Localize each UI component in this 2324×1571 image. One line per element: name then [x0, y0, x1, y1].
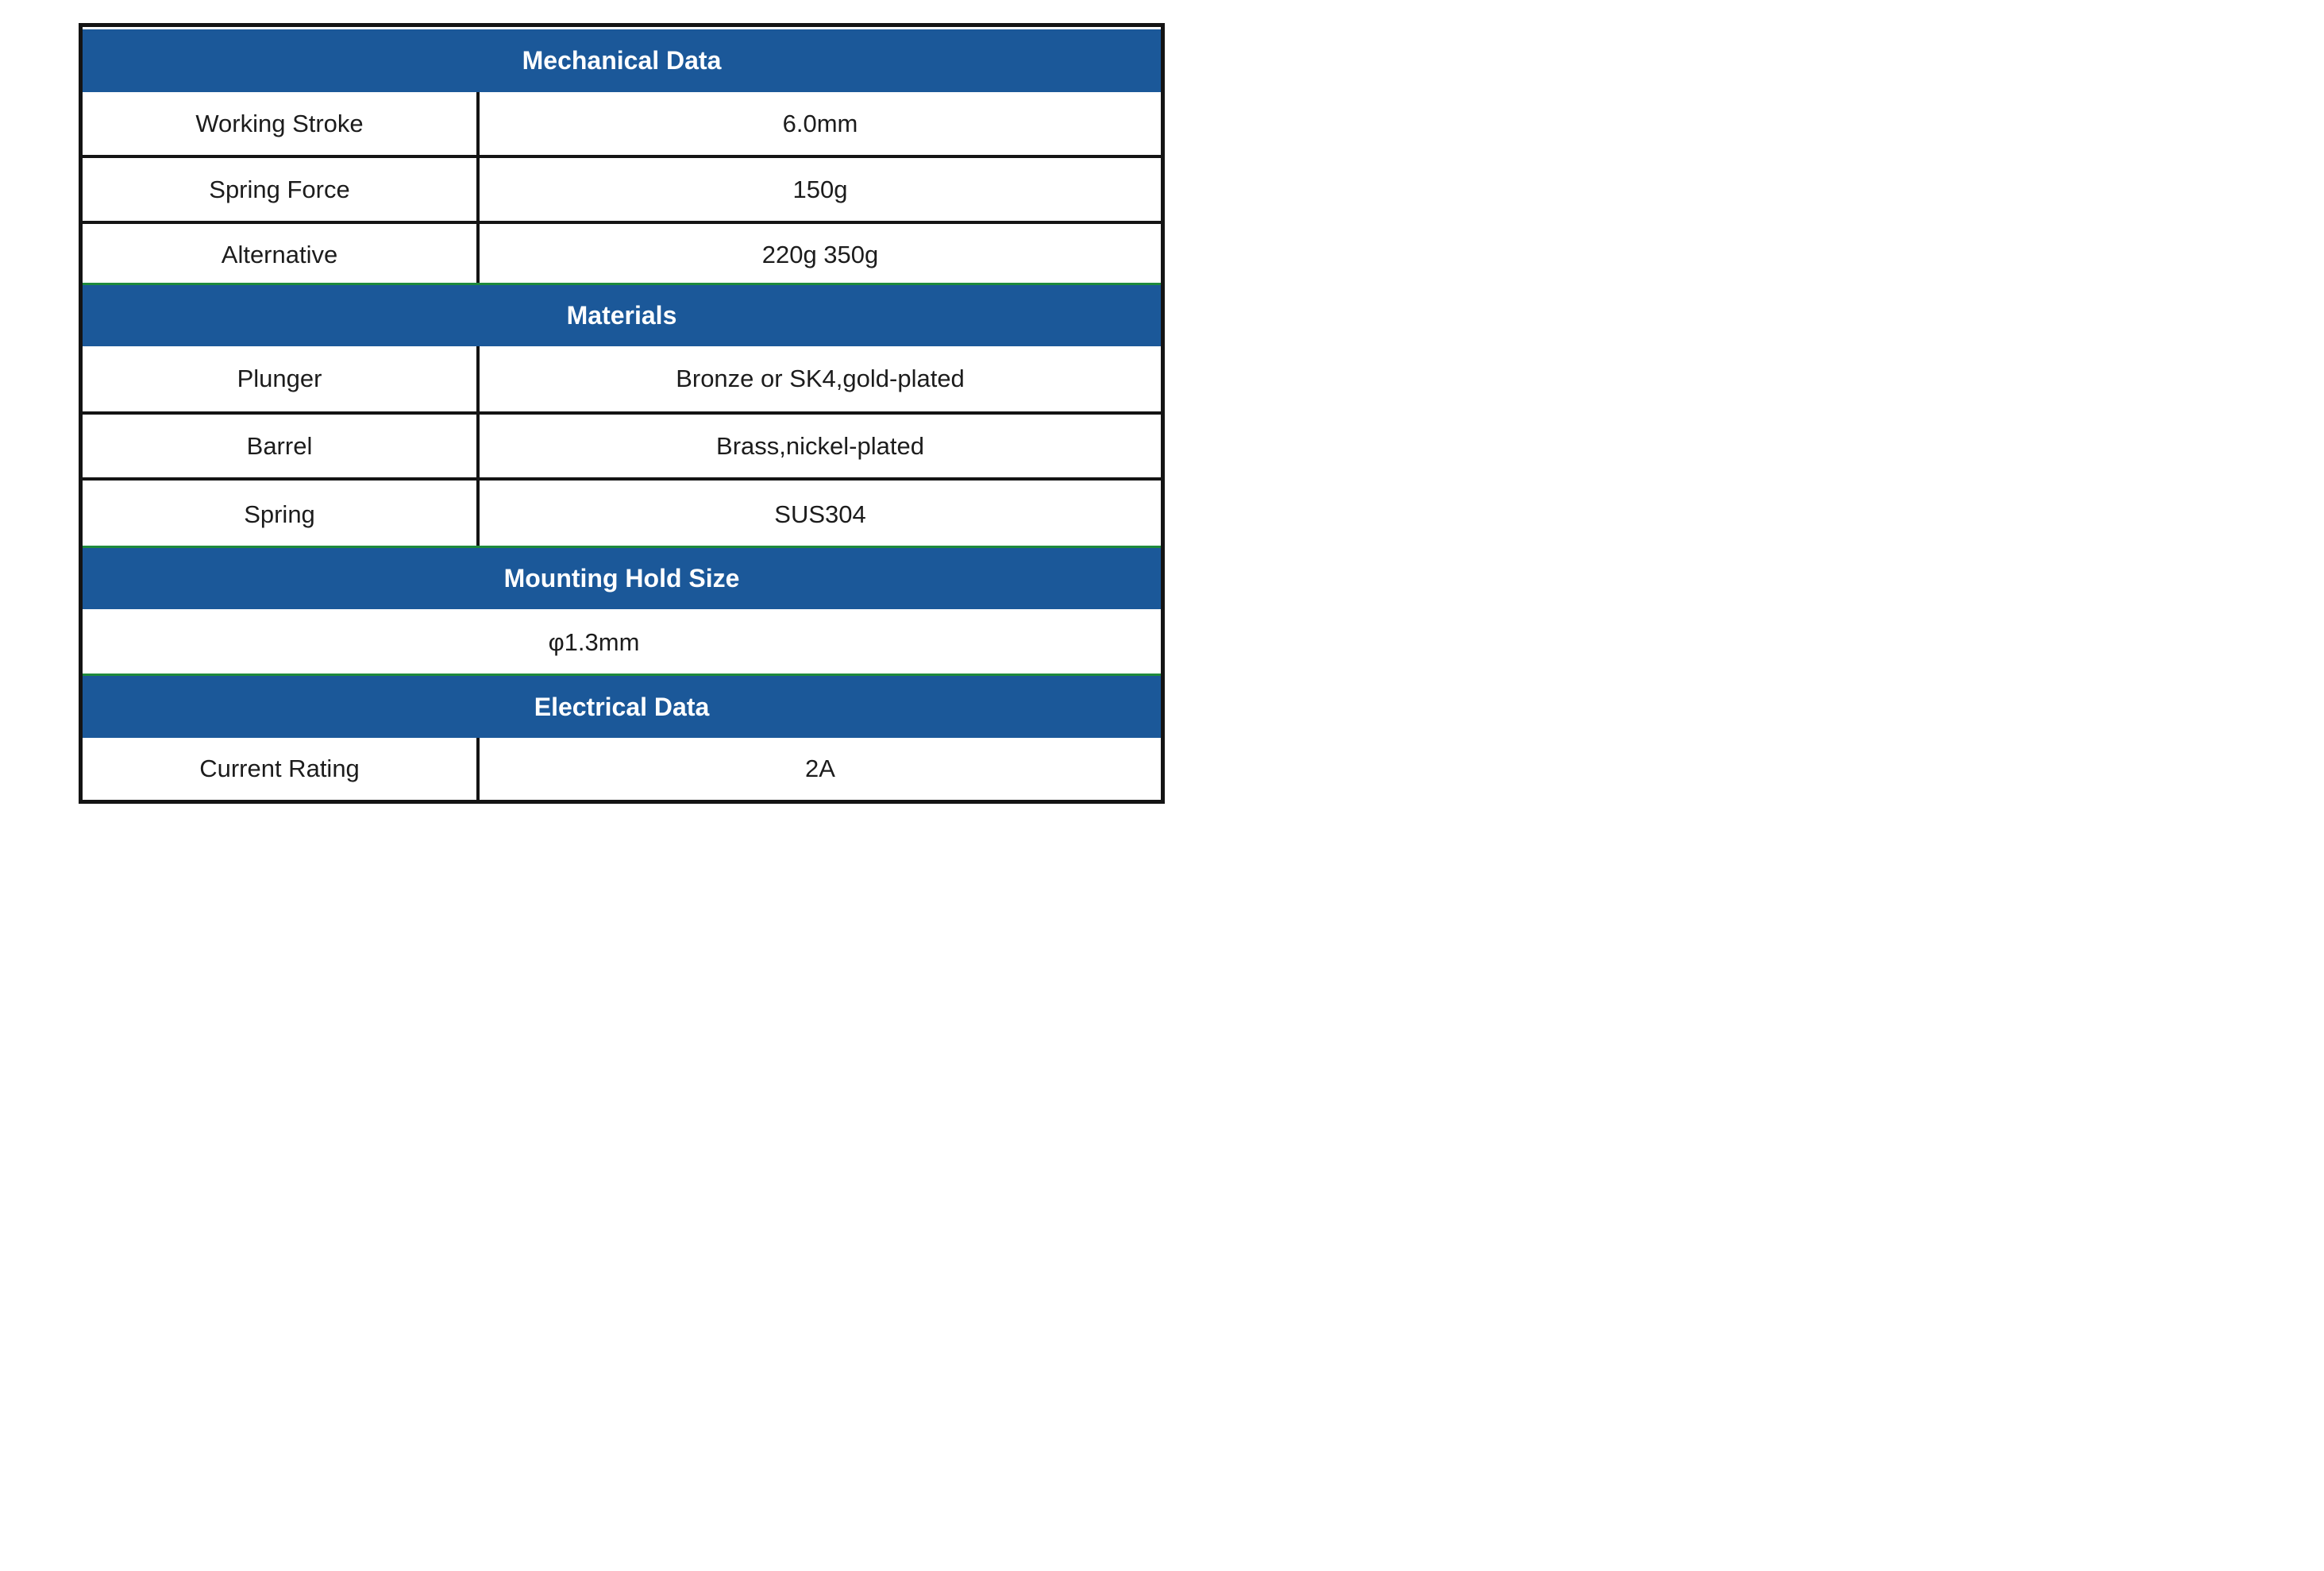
row-value-mounting-hold-size: φ1.3mm: [548, 628, 640, 656]
row-value-barrel: Brass,nickel-plated: [716, 431, 924, 460]
section-header-electrical-data: Electrical Data: [83, 674, 1161, 738]
table-row: [83, 481, 1161, 548]
row-value-current-rating: 2A: [805, 755, 835, 782]
row-value-spring: SUS304: [774, 500, 866, 528]
table-row: [83, 346, 1161, 415]
row-label-spring: Spring: [83, 481, 480, 548]
table-row: [83, 415, 1161, 481]
row-label-working-stroke: Working Stroke: [83, 92, 480, 155]
row-value-alternative: 220g 350g: [761, 240, 879, 268]
row-value-working-stroke: 6.0mm: [782, 109, 858, 137]
section-header-materials: Materials: [83, 283, 1161, 346]
row-value-plunger: Bronze or SK4,gold-plated: [676, 365, 965, 392]
row-value-spring-force: 150g: [792, 175, 848, 203]
table-row: [83, 738, 1161, 800]
row-label-alternative: Alternative: [83, 224, 480, 285]
table-row: [83, 92, 1161, 158]
section-header-mechanical-data: Mechanical Data: [83, 29, 1161, 92]
row-label-current-rating: Current Rating: [83, 738, 480, 800]
row-label-spring-force: Spring Force: [83, 158, 480, 221]
table-row: [83, 224, 1161, 285]
spec-table: [79, 23, 1165, 804]
row-label-plunger: Plunger: [83, 346, 480, 411]
table-row: [83, 158, 1161, 224]
table-row: [83, 609, 1161, 676]
section-header-mounting-hold-size: Mounting Hold Size: [83, 546, 1161, 609]
row-label-barrel: Barrel: [83, 415, 480, 477]
